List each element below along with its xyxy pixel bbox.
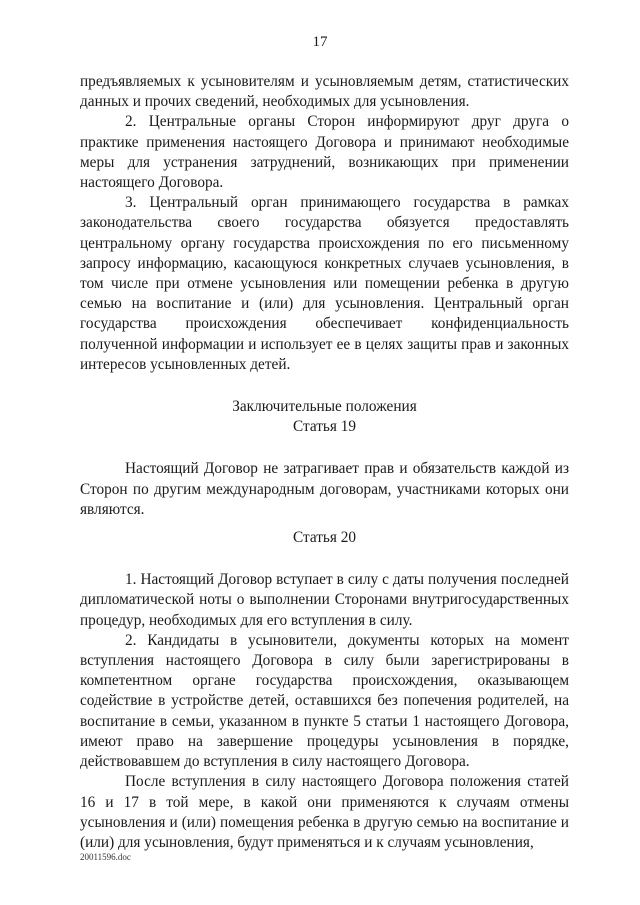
document-body: [80, 72, 569, 853]
article-20-heading: Статья 20: [292, 529, 357, 547]
page-number: 17: [312, 34, 328, 50]
article-20-item-2: 2. Кандидаты в усыновители, документы которых на момент вступления настоящего Договора в силу были зарегистрированы в компетентном органе государства происхождения, оказывающем содействие в устройстве детей, оставшихся без попечения родителей, на воспитание в семьи, указанном в пункте 5 статьи 1 настоящего Договора, имеют право на завершение процедуры усыновления в порядке, действовавшем до вступления в силу настоящего Договора.: [80, 631, 569, 771]
paragraph-article-18-item-2: 2. Центральные органы Сторон информируют друг друга о практике применения настоящего Договора и принимают необходимые меры для устранения затруднений, возникающих при применении настоящего Договора.: [80, 113, 569, 192]
paragraph-continuation: предъявляемых к усыновителям и усыновляемым детям, статистических данных и прочих сведений, необходимых для усыновления.: [80, 73, 569, 111]
article-20-item-3: После вступления в силу настоящего Договора положения статей 16 и 17 в той мере, в какой они применяются к случаям отмены усыновления и (или) помещения ребенка в другую семью на воспитание и (или) для усыновления, будут применяться и к случаям усыновления,: [80, 773, 569, 851]
article-19-heading: Статья 19: [292, 418, 357, 436]
article-19-text: Настоящий Договор не затрагивает прав и обязательств каждой из Сторон по другим международным договорам, участниками которых они являются.: [80, 460, 569, 518]
footer-filename: 20011596.doc: [80, 852, 131, 862]
article-20-item-1: 1. Настоящий Договор вступает в силу с даты получения последней дипломатической ноты о выполнении Сторонами внутригосударственных процедур, необходимых для его вступления в силу.: [80, 571, 569, 629]
paragraph-article-18-item-3: 3. Центральный орган принимающего государства в рамках законодательства своего государства обязуется предоставлять центральному органу государства происхождения по его письменному запросу информацию, касающуюся конкретных случаев усыновления, в том числе при отмене усыновления или помещении ребенка в другую семью на воспитание и (или) для усыновления. Центральный орган государства происхождения обеспечивает конфиденциальность полученной информации и использует ее в целях защиты прав и законных интересов усыновленных детей.: [80, 194, 569, 373]
section-title: Заключительные положения: [232, 398, 417, 416]
